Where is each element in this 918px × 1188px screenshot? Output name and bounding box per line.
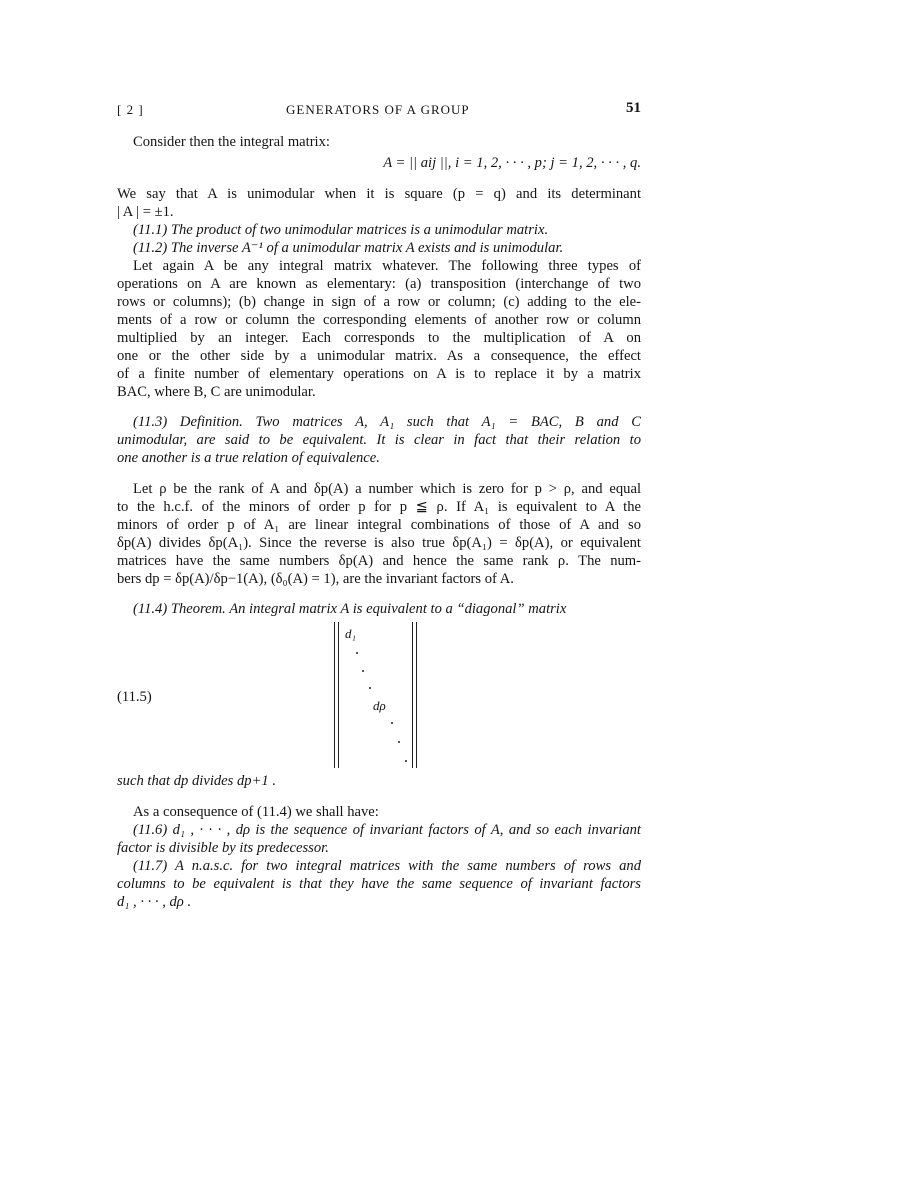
running-header	[117, 101, 641, 121]
matrix-dot	[356, 652, 358, 654]
definition-11-3-line: (11.3) Definition. Two matrices A, A₁ such that A₁ = BAC, B and C	[133, 414, 641, 430]
matrix-dot	[398, 741, 400, 743]
proposition-11-1: (11.1) The product of two unimodular matrices is a unimodular matrix.	[133, 222, 549, 238]
paragraph-line: to the h.c.f. of the minors of order p for p ≦ ρ. If A₁ is equivalent to A the	[117, 499, 641, 515]
proposition-11-7-line: d₁ , · · · , dρ .	[117, 894, 192, 910]
paragraph-line: minors of order p of A₁ are linear integral combinations of those of A and so	[117, 517, 641, 533]
such-that-line: such that dp divides dp+1 .	[117, 773, 277, 789]
matrix-dot	[362, 670, 364, 672]
matrix-definition: A = || aij ||, i = 1, 2, · · · , p; j = 1, 2, · · · , q.	[383, 155, 641, 171]
proposition-11-7-line: columns to be equivalent is that they have the same sequence of invariant factors	[117, 876, 641, 892]
paragraph-line: Let again A be any integral matrix whatever. The following three types of	[133, 258, 641, 274]
paragraph-line: operations on A are known as elementary: (a) transposition (interchange of two	[117, 276, 641, 292]
proposition-11-7-line: (11.7) A n.a.s.c. for two integral matrices with the same numbers of rows and	[133, 858, 641, 874]
proposition-11-6-line: factor is divisible by its predecessor.	[117, 840, 329, 856]
matrix-left-bar	[338, 622, 339, 768]
definition-11-3-line: one another is a true relation of equivalence.	[117, 450, 380, 466]
proposition-11-2: (11.2) The inverse A⁻¹ of a unimodular matrix A exists and is unimodular.	[133, 240, 564, 256]
matrix-right-bar	[416, 622, 417, 768]
matrix-dot	[391, 722, 393, 724]
definition-11-3-line: unimodular, are said to be equivalent. It is clear in fact that their relation to	[117, 432, 641, 448]
unimodular-definition-line-2: | A | = ±1.	[117, 204, 174, 220]
paragraph-line: Let ρ be the rank of A and δp(A) a number which is zero for p > ρ, and equal	[133, 481, 641, 497]
unimodular-definition-line-1: We say that A is unimodular when it is square (p = q) and its determinant	[117, 186, 641, 202]
page-number: 51	[626, 100, 641, 116]
paragraph-line: BAC, where B, C are unimodular.	[117, 384, 316, 400]
paragraph-line: multiplied by an integer. Each corresponds to the multiplication of A on	[117, 330, 641, 346]
paragraph-line: δp(A) divides δp(A₁). Since the reverse is also true δp(A₁) = δp(A), or equivalent	[117, 535, 641, 551]
matrix-dot	[405, 760, 407, 762]
consequence-line: As a consequence of (11.4) we shall have:	[133, 804, 379, 820]
matrix-entry-d1: d₁	[345, 626, 357, 641]
running-title: GENERATORS OF A GROUP	[286, 102, 470, 117]
equation-number: (11.5)	[117, 689, 152, 705]
paragraph-line: one or the other side by a unimodular matrix. As a consequence, the effect	[117, 348, 641, 364]
paragraph-line: ments of a row or column the corresponding elements of another row or column	[117, 312, 641, 328]
paragraph-line: matrices have the same numbers δp(A) and hence the same rank ρ. The num-	[117, 553, 641, 569]
matrix-right-bar	[412, 622, 413, 768]
consider-line: Consider then the integral matrix:	[133, 134, 330, 150]
paragraph-line: bers dp = δp(A)/δp−1(A), (δ₀(A) = 1), are the invariant factors of A.	[117, 571, 514, 587]
matrix-dot	[369, 687, 371, 689]
section-marker: [ 2 ]	[117, 102, 144, 117]
matrix-left-bar	[334, 622, 335, 768]
paragraph-line: rows or columns); (b) change in sign of a row or column; (c) adding to the ele-	[117, 294, 641, 310]
theorem-11-4: (11.4) Theorem. An integral matrix A is equivalent to a “diagonal” matrix	[133, 601, 567, 617]
proposition-11-6-line: (11.6) d₁ , · · · , dρ is the sequence of invariant factors of A, and so each invariant	[133, 822, 641, 838]
matrix-entry-dp: dρ	[373, 698, 386, 713]
paragraph-line: of a finite number of elementary operations on A is to replace it by a matrix	[117, 366, 641, 382]
